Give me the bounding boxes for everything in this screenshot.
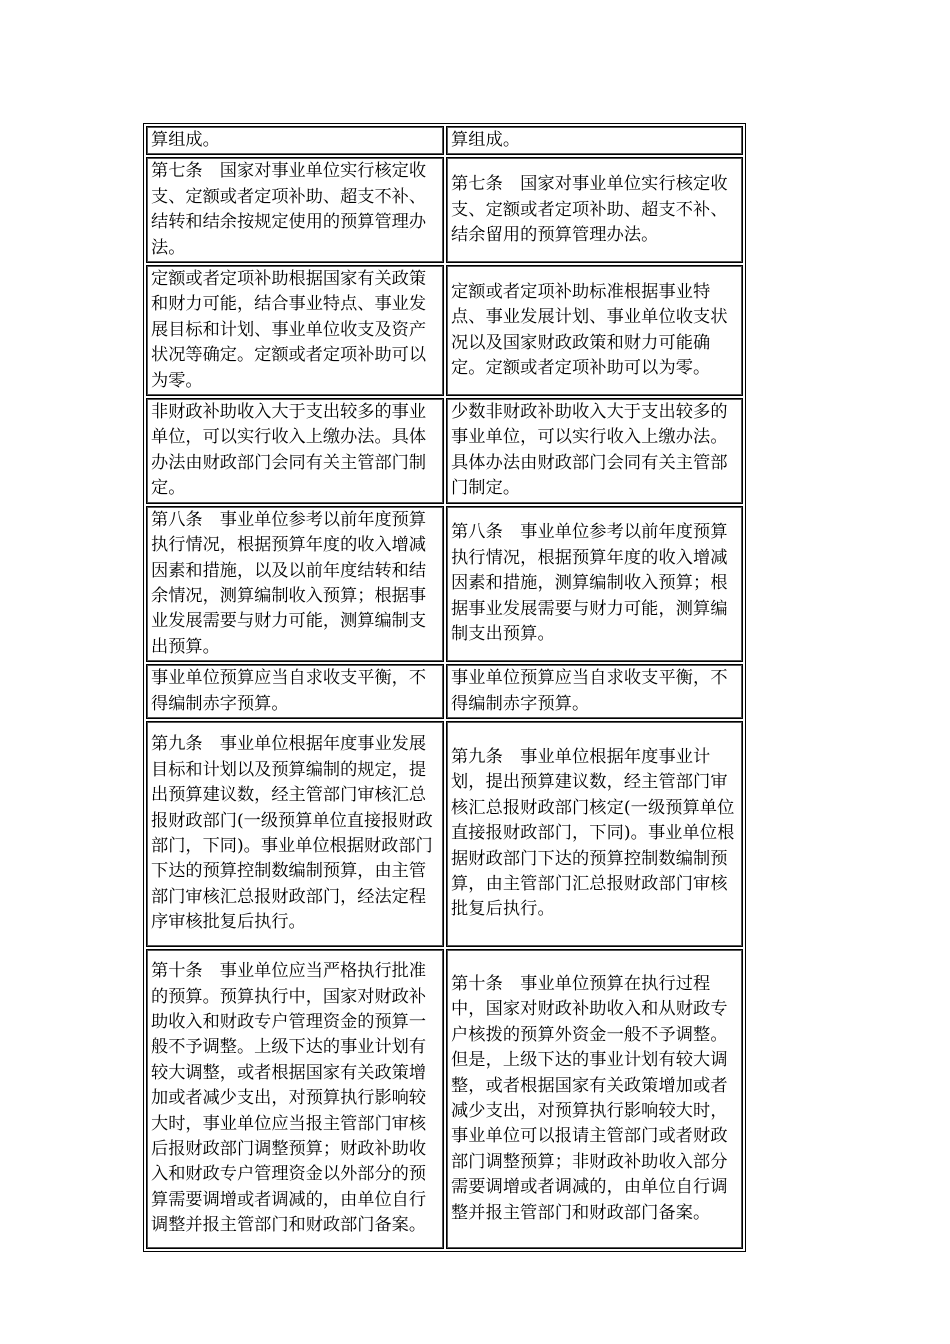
old-text-cell: 非财政补助收入大于支出较多的事业单位，可以实行收入上缴办法。具体办法由财政部门会同有关主管部门制定。 — [146, 398, 444, 504]
table-row — [146, 265, 743, 396]
old-text-cell: 第九条 事业单位根据年度事业发展目标和计划以及预算编制的规定，提出预算建议数，经主管部门审核汇总报财政部门(一级预算单位直接报财政部门，下同)。事业单位根据财政部门下达的预算控制数编制预算，由主管部门审核汇总报财政部门，经法定程序审核批复后执行。 — [146, 721, 444, 947]
table-row — [146, 157, 743, 263]
table-row — [146, 721, 743, 947]
new-text-cell: 第十条 事业单位预算在执行过程中，国家对财政补助收入和从财政专户核拨的预算外资金一般不予调整。但是，上级下达的事业计划有较大调整，或者根据国家有关政策增加或者减少支出，对预算执行影响较大时，事业单位可以报请主管部门或者财政部门调整预算；非财政补助收入部分需要调增或者调减的，由单位自行调整并报主管部门和财政部门备案。 — [446, 949, 743, 1249]
table-row — [146, 398, 743, 504]
comparison-table — [143, 123, 746, 1252]
table-row — [146, 949, 743, 1249]
old-text-cell: 第十条 事业单位应当严格执行批准的预算。预算执行中，国家对财政补助收入和财政专户管理资金的预算一般不予调整。上级下达的事业计划有较大调整，或者根据国家有关政策增加或者减少支出，对预算执行影响较大时，事业单位应当报主管部门审核后报财政部门调整预算；财政补助收入和财政专户管理资金以外部分的预算需要调增或者调减的，由单位自行调整并报主管部门和财政部门备案。 — [146, 949, 444, 1249]
table-row — [146, 126, 743, 155]
new-text-cell: 少数非财政补助收入大于支出较多的事业单位，可以实行收入上缴办法。具体办法由财政部门会同有关主管部门制定。 — [446, 398, 743, 504]
old-text-cell: 第八条 事业单位参考以前年度预算执行情况，根据预算年度的收入增减因素和措施，以及以前年度结转和结余情况，测算编制收入预算；根据事业发展需要与财力可能，测算编制支出预算。 — [146, 506, 444, 662]
new-text-cell: 事业单位预算应当自求收支平衡，不得编制赤字预算。 — [446, 664, 743, 719]
old-text-cell: 事业单位预算应当自求收支平衡，不得编制赤字预算。 — [146, 664, 444, 719]
new-text-cell: 算组成。 — [446, 126, 743, 155]
table-row — [146, 506, 743, 662]
old-text-cell: 第七条 国家对事业单位实行核定收支、定额或者定项补助、超支不补、结转和结余按规定使用的预算管理办法。 — [146, 157, 444, 263]
new-text-cell: 第九条 事业单位根据年度事业计划，提出预算建议数，经主管部门审核汇总报财政部门核定(一级预算单位直接报财政部门，下同)。事业单位根据财政部门下达的预算控制数编制预算，由主管部门汇总报财政部门审核批复后执行。 — [446, 721, 743, 947]
new-text-cell: 定额或者定项补助标准根据事业特点、事业发展计划、事业单位收支状况以及国家财政政策和财力可能确定。定额或者定项补助可以为零。 — [446, 265, 743, 396]
old-text-cell: 定额或者定项补助根据国家有关政策和财力可能，结合事业特点、事业发展目标和计划、事业单位收支及资产状况等确定。定额或者定项补助可以为零。 — [146, 265, 444, 396]
old-text-cell: 算组成。 — [146, 126, 444, 155]
new-text-cell: 第七条 国家对事业单位实行核定收支、定额或者定项补助、超支不补、结余留用的预算管理办法。 — [446, 157, 743, 263]
new-text-cell: 第八条 事业单位参考以前年度预算执行情况，根据预算年度的收入增减因素和措施，测算编制收入预算；根据事业发展需要与财力可能，测算编制支出预算。 — [446, 506, 743, 662]
table-row — [146, 664, 743, 719]
